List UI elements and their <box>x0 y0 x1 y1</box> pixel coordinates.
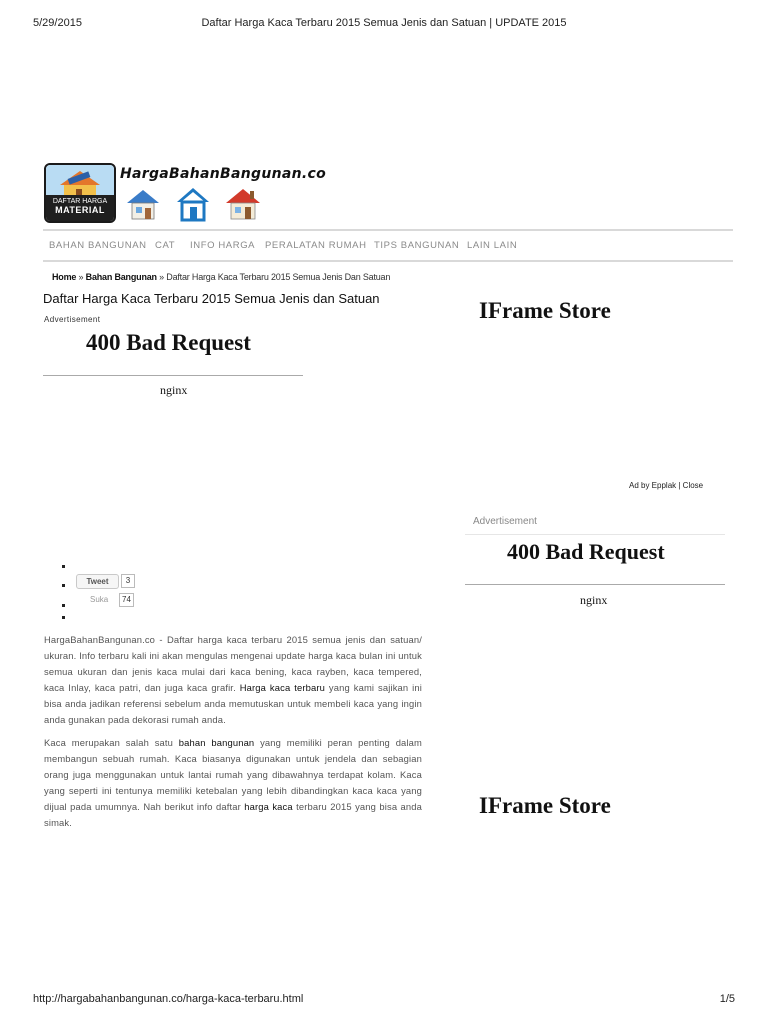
sidebar-error-divider <box>465 584 725 585</box>
nav-item-cat[interactable]: CAT <box>155 240 176 251</box>
logo-badge-line1: DAFTAR HARGA <box>52 198 108 205</box>
logo-badge <box>44 163 116 223</box>
house-outline-icon <box>174 185 212 223</box>
article-paragraph <box>44 735 422 831</box>
article-text: terbaru 2015 yang bisa anda simak. <box>44 801 423 828</box>
main-nav <box>43 229 733 262</box>
article-text: Kaca merupakan salah satu <box>44 737 179 748</box>
bahan-bangunan-link[interactable]: bahan bangunan <box>178 737 255 748</box>
site-logo[interactable] <box>44 163 344 227</box>
breadcrumb-current: Daftar Harga Kaca Terbaru 2015 Semua Jenis Dan Satuan <box>166 272 391 282</box>
iframe-store-title: IFrame Store <box>479 298 611 323</box>
like-button[interactable]: Suka <box>90 595 109 604</box>
post-title: Daftar Harga Kaca Terbaru 2015 Semua Jenis dan Satuan <box>43 291 380 306</box>
sidebar-divider <box>465 534 725 535</box>
article-text: yang kami sajikan ini bisa anda jadikan referensi sebelum anda memutuskan untuk membeli kaca yang ingin anda gunakan pada dekorasi rumah anda. <box>44 682 423 725</box>
sidebar-advertisement-label: Advertisement <box>473 516 537 527</box>
article-text: yang memiliki peran penting dalam membangun sebuah rumah. Kaca biasanya digunakan untuk jendela dan sebagian orang juga menggunakan untuk lantai rumah yang dibawahnya terdapat kolam. Kaca yang seperti ini tentunya memiliki ketebalan yang lebih dibandingkan kaca kaca yang dijual pada umumnya. Nah berikut info daftar <box>44 737 422 812</box>
breadcrumb <box>52 272 390 282</box>
nav-item-tips-bangunan[interactable]: TIPS BANGUNAN <box>374 240 460 251</box>
error-divider <box>43 375 303 376</box>
sidebar-error-server: nginx <box>580 593 608 607</box>
breadcrumb-separator: » <box>156 272 167 282</box>
ad-by-close-link[interactable]: Ad by Epplak | Close <box>629 481 704 490</box>
error-server: nginx <box>160 383 188 397</box>
tweet-button[interactable]: Tweet <box>76 574 119 589</box>
print-date: 5/29/2015 <box>33 17 82 29</box>
sidebar-error-title: 400 Bad Request <box>507 539 665 564</box>
list-bullet <box>62 616 65 619</box>
logo-site-name: HargaBahanBangunan.co <box>120 166 327 182</box>
like-count: 74 <box>119 593 134 607</box>
advertisement-label: Advertisement <box>44 315 101 324</box>
sidebar-iframe-store-title: IFrame Store <box>479 793 611 818</box>
blue-house-icon <box>124 185 162 223</box>
print-url: http://hargabahanbangunan.co/harga-kaca-terbaru.html <box>33 993 304 1005</box>
red-roof-house-icon <box>224 185 262 223</box>
list-bullet <box>62 604 65 607</box>
breadcrumb-category[interactable]: Bahan Bangunan <box>85 272 157 282</box>
error-title: 400 Bad Request <box>86 330 251 355</box>
harga-kaca-terbaru-link[interactable]: Harga kaca terbaru <box>239 682 325 693</box>
article-text: HargaBahanBangunan.co - Daftar harga kaca terbaru 2015 semua jenis dan satuan/ ukuran. Info terbaru kali ini akan mengulas mengenai update harga kaca bulan ini untuk semua ukuran dan jenis kaca mulai dari kaca bening, kaca rayben, kaca tempered, kaca Inlay, kaca patri, dan juga kaca grafir. <box>44 634 422 693</box>
list-bullet <box>62 584 65 587</box>
breadcrumb-separator: » <box>76 272 86 282</box>
nav-item-bahan-bangunan[interactable]: BAHAN BANGUNAN <box>49 240 147 251</box>
breadcrumb-home[interactable]: Home <box>52 272 77 282</box>
logo-badge-line2: MATERIAL <box>55 205 105 215</box>
nav-item-peralatan-rumah[interactable]: PERALATAN RUMAH <box>265 240 367 251</box>
article-paragraph <box>44 632 422 728</box>
harga-kaca-link[interactable]: harga kaca <box>244 801 293 812</box>
nav-item-info-harga[interactable]: INFO HARGA <box>190 240 256 251</box>
tweet-count: 3 <box>121 574 135 588</box>
print-page-title: Daftar Harga Kaca Terbaru 2015 Semua Jenis dan Satuan | UPDATE 2015 <box>201 17 567 29</box>
list-bullet <box>62 565 65 568</box>
nav-item-lain-lain[interactable]: LAIN LAIN <box>467 240 518 251</box>
print-page-number: 1/5 <box>719 993 735 1005</box>
